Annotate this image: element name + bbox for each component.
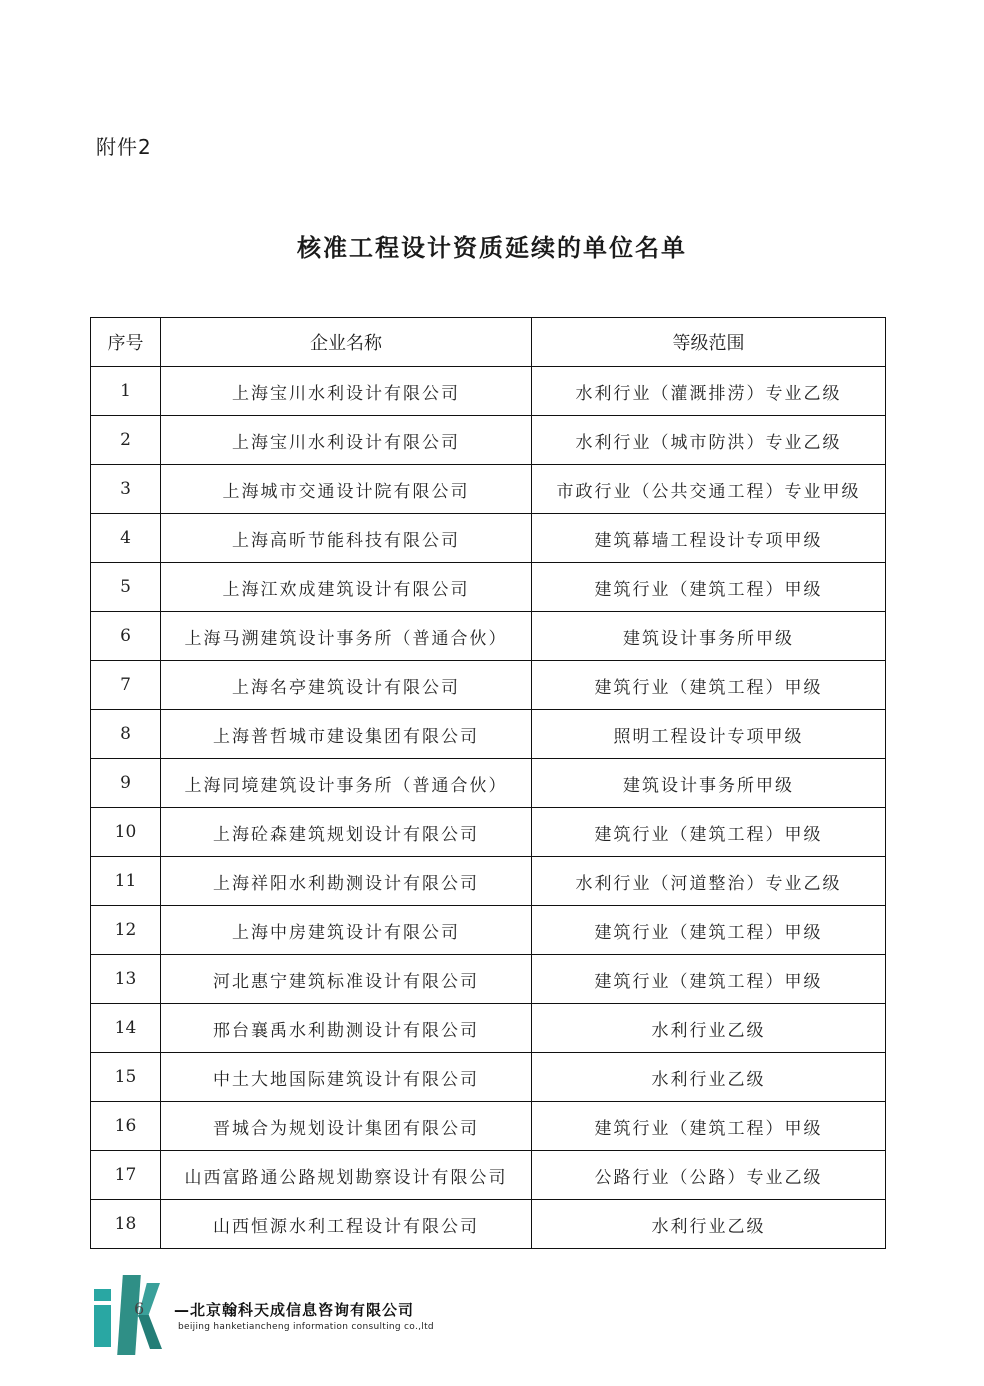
company-name-cell: 上海宝川水利设计有限公司 — [161, 367, 532, 416]
table-row — [91, 1151, 886, 1200]
table-row — [91, 759, 886, 808]
company-name-cell: 邢台襄禹水利勘测设计有限公司 — [161, 1004, 532, 1053]
attachment-label: 附件2 — [96, 135, 152, 159]
company-name-cell: 上海中房建筑设计有限公司 — [161, 906, 532, 955]
serial-number-cell: 18 — [91, 1200, 161, 1249]
page-number: 6 — [134, 1299, 145, 1318]
serial-number-cell: 13 — [91, 955, 161, 1004]
table-row — [91, 710, 886, 759]
company-name-cell: 上海祥阳水利勘测设计有限公司 — [161, 857, 532, 906]
grade-scope-cell: 建筑行业（建筑工程）甲级 — [532, 1102, 886, 1151]
header-company-name: 企业名称 — [161, 318, 532, 367]
company-name-cell: 中土大地国际建筑设计有限公司 — [161, 1053, 532, 1102]
company-list-table — [90, 317, 886, 1249]
table-row — [91, 906, 886, 955]
grade-scope-cell: 建筑幕墙工程设计专项甲级 — [532, 514, 886, 563]
table-row — [91, 465, 886, 514]
grade-scope-cell: 建筑设计事务所甲级 — [532, 759, 886, 808]
serial-number-cell: 3 — [91, 465, 161, 514]
company-name-cell: 上海马溯建筑设计事务所（普通合伙） — [161, 612, 532, 661]
serial-number-cell: 4 — [91, 514, 161, 563]
company-name-cell: 上海名亭建筑设计有限公司 — [161, 661, 532, 710]
company-name-en: beijing hanketiancheng information consulting co.,ltd — [178, 1322, 434, 1332]
table-row — [91, 1053, 886, 1102]
company-name-cell: 上海普哲城市建设集团有限公司 — [161, 710, 532, 759]
serial-number-cell: 5 — [91, 563, 161, 612]
grade-scope-cell: 水利行业乙级 — [532, 1200, 886, 1249]
company-name-cell: 山西恒源水利工程设计有限公司 — [161, 1200, 532, 1249]
company-name-cell: 上海高昕节能科技有限公司 — [161, 514, 532, 563]
company-name-cell: 上海同境建筑设计事务所（普通合伙） — [161, 759, 532, 808]
company-name-cell: 上海江欢成建筑设计有限公司 — [161, 563, 532, 612]
serial-number-cell: 15 — [91, 1053, 161, 1102]
table-row — [91, 367, 886, 416]
table-body — [91, 367, 886, 1249]
grade-scope-cell: 水利行业（河道整治）专业乙级 — [532, 857, 886, 906]
grade-scope-cell: 公路行业（公路）专业乙级 — [532, 1151, 886, 1200]
grade-scope-cell: 水利行业（城市防洪）专业乙级 — [532, 416, 886, 465]
serial-number-cell: 8 — [91, 710, 161, 759]
company-name-cell: 上海宝川水利设计有限公司 — [161, 416, 532, 465]
company-name-cell: 上海砼森建筑规划设计有限公司 — [161, 808, 532, 857]
serial-number-cell: 7 — [91, 661, 161, 710]
table-row — [91, 857, 886, 906]
serial-number-cell: 11 — [91, 857, 161, 906]
table-row — [91, 1200, 886, 1249]
company-name-cn: —北京翰科天成信息咨询有限公司 — [174, 1301, 415, 1319]
header-serial-number: 序号 — [91, 318, 161, 367]
company-name-cell: 河北惠宁建筑标准设计有限公司 — [161, 955, 532, 1004]
grade-scope-cell: 建筑行业（建筑工程）甲级 — [532, 955, 886, 1004]
table-row — [91, 1102, 886, 1151]
document-title: 核准工程设计资质延续的单位名单 — [297, 234, 687, 262]
serial-number-cell: 14 — [91, 1004, 161, 1053]
table-header-row — [91, 318, 886, 367]
serial-number-cell: 17 — [91, 1151, 161, 1200]
table-row — [91, 808, 886, 857]
table-row — [91, 955, 886, 1004]
table-row — [91, 563, 886, 612]
serial-number-cell: 12 — [91, 906, 161, 955]
logo-mark-stem — [94, 1305, 111, 1347]
logo-mark-leg — [138, 1315, 162, 1349]
logo-mark-dot — [94, 1289, 111, 1301]
table-row — [91, 1004, 886, 1053]
serial-number-cell: 9 — [91, 759, 161, 808]
serial-number-cell: 10 — [91, 808, 161, 857]
company-name-cell: 上海城市交通设计院有限公司 — [161, 465, 532, 514]
table-row — [91, 514, 886, 563]
table-row — [91, 661, 886, 710]
header-grade-scope: 等级范围 — [532, 318, 886, 367]
grade-scope-cell: 水利行业乙级 — [532, 1053, 886, 1102]
grade-scope-cell: 建筑设计事务所甲级 — [532, 612, 886, 661]
grade-scope-cell: 建筑行业（建筑工程）甲级 — [532, 563, 886, 612]
grade-scope-cell: 建筑行业（建筑工程）甲级 — [532, 906, 886, 955]
grade-scope-cell: 建筑行业（建筑工程）甲级 — [532, 661, 886, 710]
serial-number-cell: 1 — [91, 367, 161, 416]
grade-scope-cell: 建筑行业（建筑工程）甲级 — [532, 808, 886, 857]
grade-scope-cell: 水利行业（灌溉排涝）专业乙级 — [532, 367, 886, 416]
company-name-cell: 山西富路通公路规划勘察设计有限公司 — [161, 1151, 532, 1200]
grade-scope-cell: 水利行业乙级 — [532, 1004, 886, 1053]
footer-watermark — [94, 1275, 494, 1355]
grade-scope-cell: 照明工程设计专项甲级 — [532, 710, 886, 759]
serial-number-cell: 2 — [91, 416, 161, 465]
grade-scope-cell: 市政行业（公共交通工程）专业甲级 — [532, 465, 886, 514]
serial-number-cell: 6 — [91, 612, 161, 661]
company-name-cell: 晋城合为规划设计集团有限公司 — [161, 1102, 532, 1151]
table-row — [91, 416, 886, 465]
table-row — [91, 612, 886, 661]
serial-number-cell: 16 — [91, 1102, 161, 1151]
